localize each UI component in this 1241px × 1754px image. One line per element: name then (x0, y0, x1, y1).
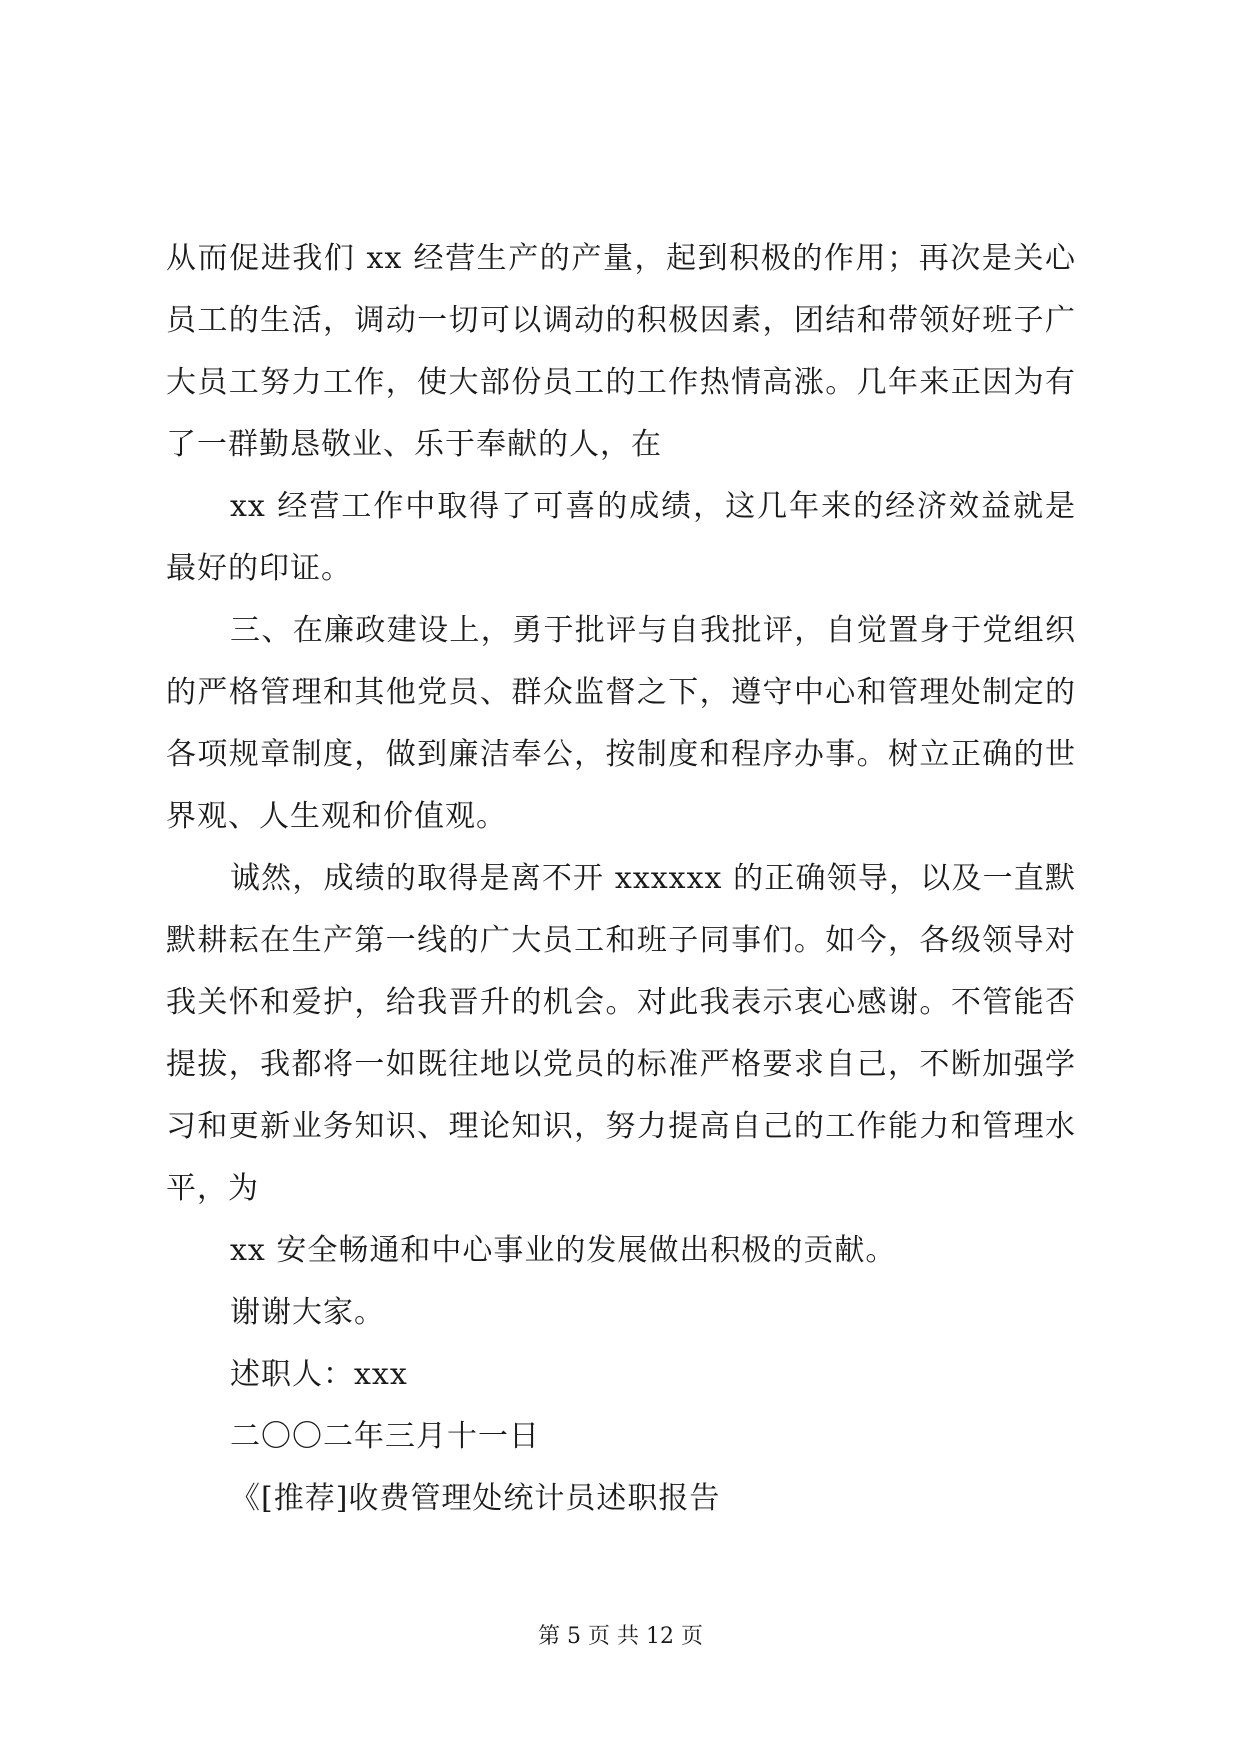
paragraph-integrity: 三、在廉政建设上，勇于批评与自我批评，自觉置身于党组织的严格管理和其他党员、群众监督之下，遵守中心和管理处制定的各项规章制度，做到廉洁奉公，按制度和程序办事。树立正确的世界观、人生观和价值观。 (166, 613, 1076, 834)
document-body (166, 228, 1076, 1530)
paragraph-results: xx 经营工作中取得了可喜的成绩，这几年来的经济效益就是最好的印证。 (166, 489, 1076, 586)
paragraph-continuation: 从而促进我们 xx 经营生产的产量，起到积极的作用；再次是关心员工的生活，调动一切可以调动的积极因素，团结和带领好班子广大员工努力工作，使大部份员工的工作热情高涨。几年来正因为有了一群勤恳敬业、乐于奉献的人，在 (166, 241, 1076, 462)
next-document-title: 《[推荐]收费管理处统计员述职报告 (230, 1481, 721, 1516)
signature-line: 述职人：xxx (230, 1357, 408, 1392)
paragraph-gratitude: 诚然，成绩的取得是离不开 xxxxxx 的正确领导，以及一直默默耕耘在生产第一线的广大员工和班子同事们。如今，各级领导对我关怀和爱护，给我晋升的机会。对此我表示衷心感谢。不管能否提拔，我都将一如既往地以党员的标准严格要求自己，不断加强学习和更新业务知识、理论知识，努力提高自己的工作能力和管理水平，为 (166, 861, 1076, 1206)
paragraph-contribution: xx 安全畅通和中心事业的发展做出积极的贡献。 (230, 1233, 897, 1268)
page-number-footer: 第 5 页 共 12 页 (538, 1624, 703, 1649)
closing-thanks: 谢谢大家。 (230, 1295, 385, 1330)
date-line: 二〇〇二年三月十一日 (230, 1419, 540, 1454)
